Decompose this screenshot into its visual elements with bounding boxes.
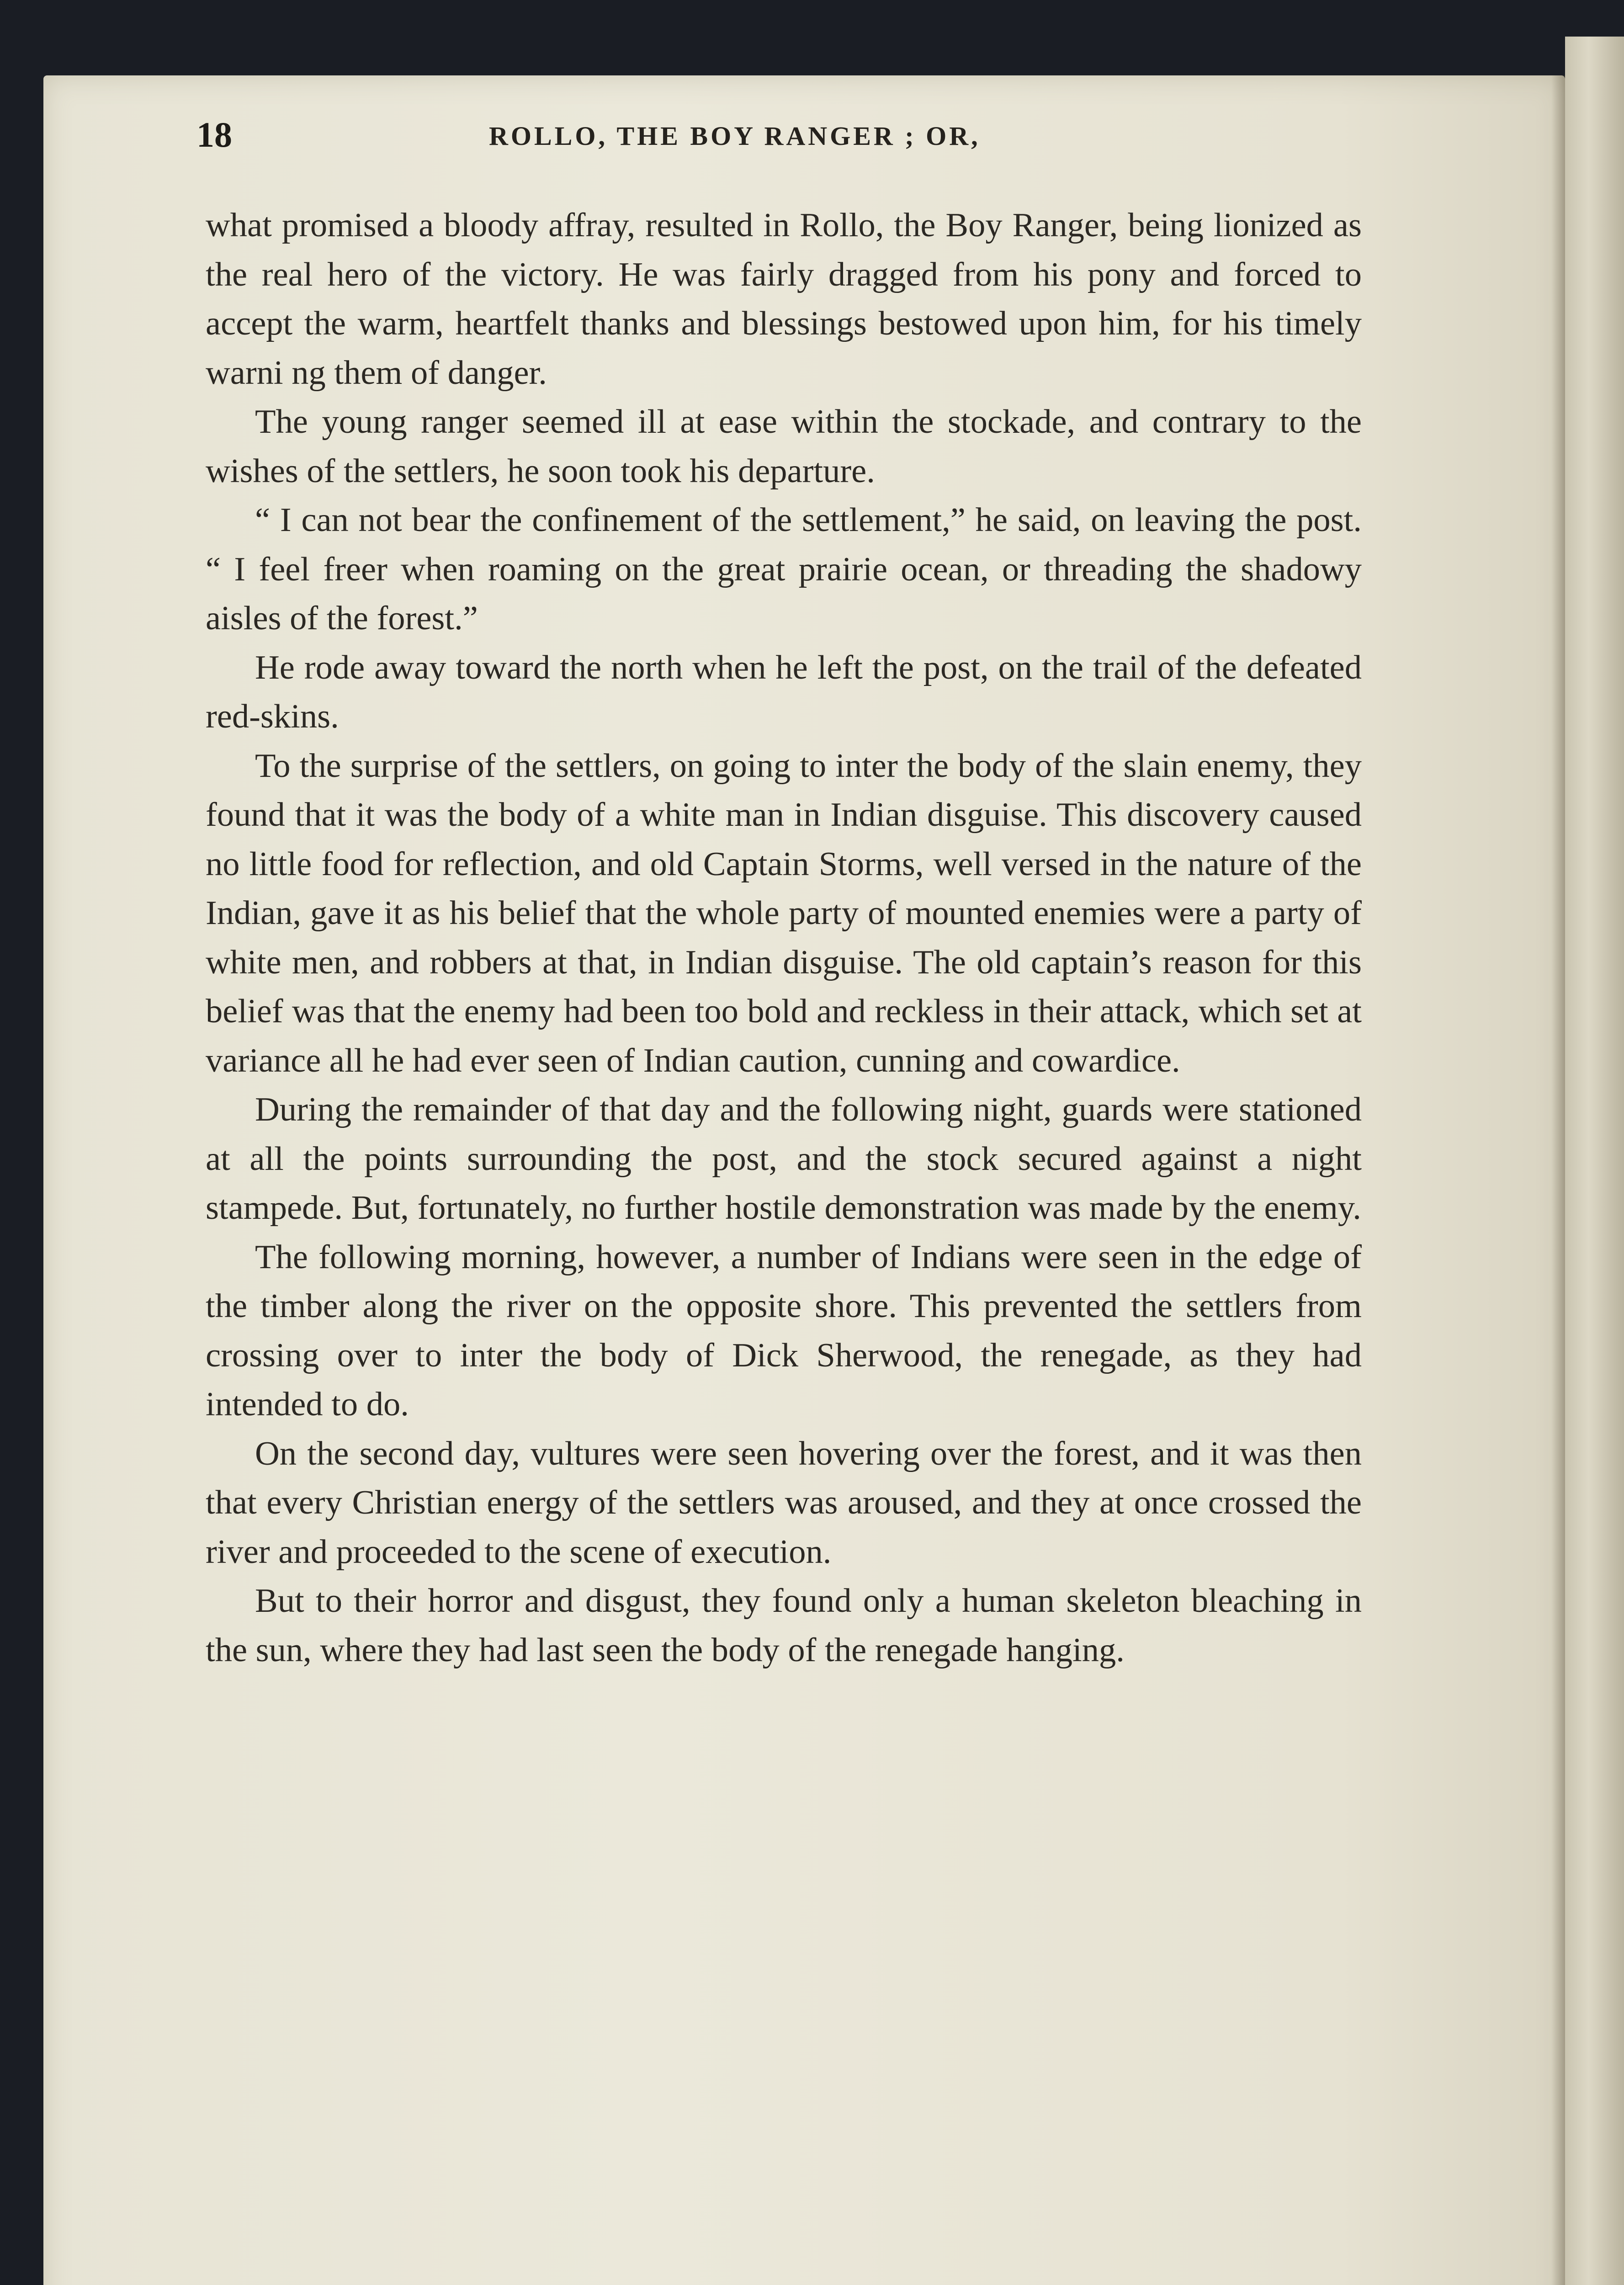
page-gutter-shadow [1551,75,1565,2285]
body-text [206,201,1362,1675]
next-page-edge [1565,37,1624,2285]
paragraph-5: To the surprise of the settlers, on going to inter the body of the slain enemy, they found that it was the body of a white man in Indian disguise. This discovery caused no little food for reflection, and old Captain Storms, well versed in the nature of the Indian, gave it as his belief that the whole party of mounted enemies were a party of white men, and robbers at that, in Indian disguise. The old captain’s reason for this belief was that the enemy had been too bold and reckless in their attack, which set at variance all he had ever seen of Indian caution, cunning and cowardice. [206,747,1362,1079]
paragraph-2: The young ranger seemed ill at ease within the stockade, and contrary to the wishes of the settlers, he soon took his departure. [206,403,1362,490]
page-number: 18 [196,115,232,154]
running-title: ROLLO, THE BOY RANGER ; OR, [489,121,981,151]
paragraph-8: On the second day, vultures were seen hovering over the forest, and it was then that every Christian energy of the settlers was aroused, and they at once crossed the river and proceeded to the scene of execution. [206,1435,1362,1571]
paragraph-4: He rode away toward the north when he left the post, on the trail of the defeated red-skins. [206,648,1362,735]
paragraph-6: During the remainder of that day and the following night, guards were stationed at all the points surrounding the post, and the stock secured against a night stampede. But, fortunately, no further hostile demonstration was made by the enemy. [206,1091,1362,1227]
paragraph-7: The following morning, however, a number of Indians were seen in the edge of the timber along the river on the opposite shore. This prevented the settlers from crossing over to inter the body of Dick Sherwood, the renegade, as they had intended to do. [206,1238,1362,1423]
paragraph-3: “ I can not bear the confinement of the settlement,” he said, on leaving the post. “ I feel freer when roaming on the great prairie ocean, or threading the shadowy aisles of the forest.” [206,501,1362,637]
paragraph-9: But to their horror and disgust, they found only a human skeleton bleaching in the sun, where they had last seen the body of the renegade hanging. [206,1582,1362,1669]
running-header [196,114,1522,155]
paragraph-1: what promised a bloody affray, resulted in Rollo, the Boy Ranger, being lionized as the real hero of the victory. He was fairly dragged from his pony and forced to accept the warm, heartfelt thanks and blessings bestowed upon him, for his timely warni ng them of danger. [206,207,1362,392]
